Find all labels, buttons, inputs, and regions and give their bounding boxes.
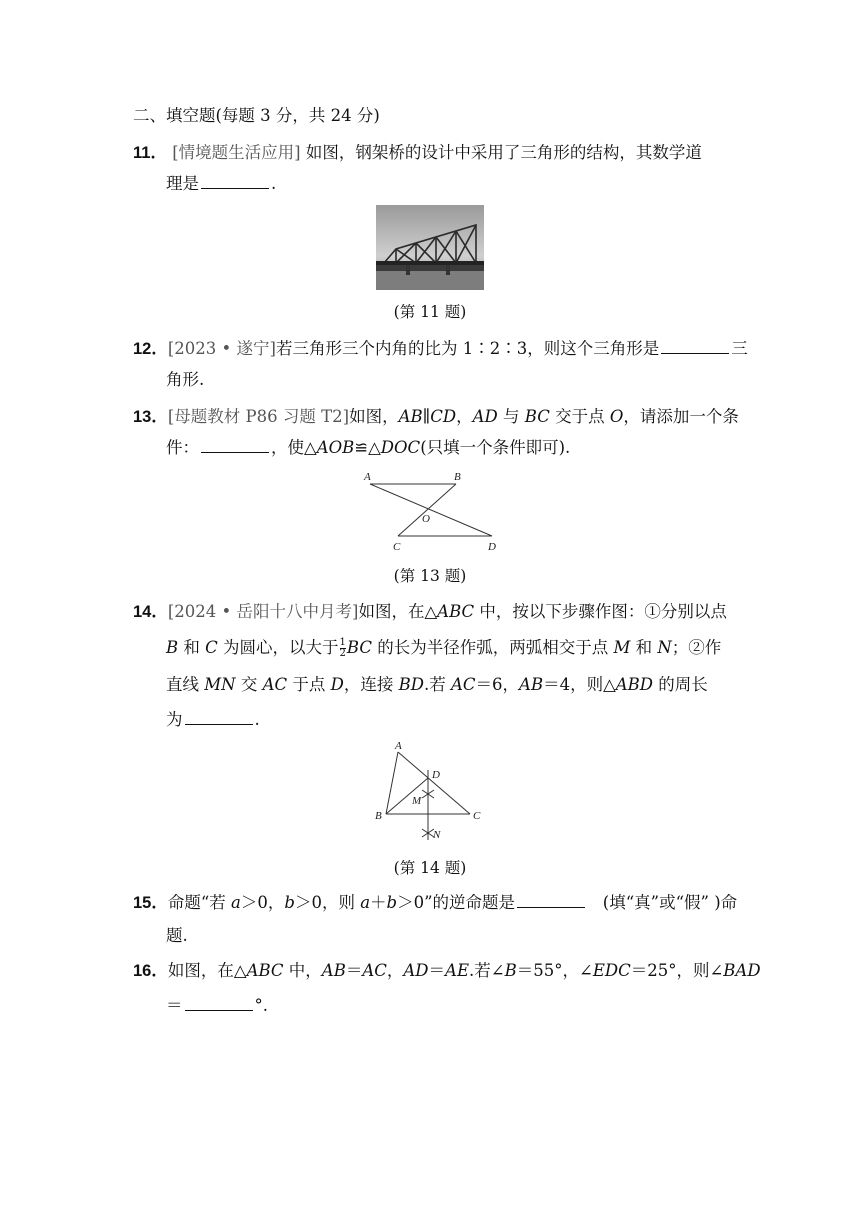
question-15-line1 xyxy=(133,891,737,915)
question-text: 交于点 xyxy=(549,407,610,426)
bridge-photo xyxy=(376,205,484,290)
answer-blank[interactable] xyxy=(201,172,269,189)
question-text: 为圆心，以大于 xyxy=(217,638,339,657)
question-14-line2 xyxy=(166,636,721,660)
answer-blank[interactable] xyxy=(185,708,253,725)
math-text: O xyxy=(609,407,624,426)
math-text: AC xyxy=(262,675,288,694)
segment-bc xyxy=(398,484,456,536)
question-text: 件： xyxy=(166,438,199,457)
segment-ac xyxy=(398,752,470,814)
question-number: 15． xyxy=(133,894,168,912)
math-text: AE xyxy=(445,961,470,980)
math-text: AB xyxy=(321,961,346,980)
point-label-d: D xyxy=(488,541,496,553)
question-number: 13． xyxy=(133,408,168,426)
question-16-line2 xyxy=(166,994,268,1018)
answer-blank[interactable] xyxy=(517,891,585,908)
fraction-numerator: 1 xyxy=(339,637,346,648)
math-text: MN xyxy=(204,675,236,694)
math-text: B xyxy=(166,638,179,657)
math-text: DOC xyxy=(380,438,421,457)
question-number: 12． xyxy=(133,340,168,358)
question-text: ，连接 xyxy=(343,675,399,694)
figure-caption: (第 11 题) xyxy=(393,303,467,321)
figure-caption: (第 14 题) xyxy=(393,859,467,877)
math-text: a xyxy=(360,893,371,912)
question-13-line1 xyxy=(133,405,739,429)
question-text: 三 xyxy=(731,339,748,358)
question-text: 中， xyxy=(283,961,322,980)
question-text: ＞0”的逆命题是 xyxy=(397,893,516,912)
figure-13 xyxy=(360,468,510,562)
question-text: 和 xyxy=(178,638,206,657)
question-text: ＋ xyxy=(370,893,387,912)
question-text: (填“真”或“假” )命 xyxy=(602,893,738,912)
question-text: . xyxy=(271,174,277,193)
question-text: ＝6， xyxy=(475,675,520,694)
question-tag: [母题教材 P86 习题 T2] xyxy=(167,407,350,426)
question-text: ；②作 xyxy=(671,638,722,657)
question-12-line1 xyxy=(133,337,748,361)
point-label-c: C xyxy=(473,810,481,822)
figure-caption: (第 13 题) xyxy=(393,567,467,585)
math-text: ABC xyxy=(246,961,284,980)
point-label-b: B xyxy=(375,810,382,822)
question-11-line2 xyxy=(166,172,276,196)
figure-14 xyxy=(370,736,490,850)
question-text: 为 xyxy=(166,710,183,729)
question-text: ， xyxy=(456,407,473,426)
point-label-m: M xyxy=(412,795,422,807)
math-text: AC xyxy=(362,961,387,980)
question-11-line1 xyxy=(133,141,702,165)
question-text: 若三角形三个内角的比为 1∶2∶3，则这个三角形是 xyxy=(275,339,660,358)
math-text: ABD xyxy=(615,675,654,694)
math-text: ABC xyxy=(437,602,475,621)
question-text: 如图， xyxy=(349,407,399,426)
question-text: ，使△ xyxy=(271,438,317,457)
question-text: 直线 xyxy=(166,675,205,694)
point-label-n: N xyxy=(433,829,441,841)
math-text: C xyxy=(205,638,218,657)
point-label-c: C xyxy=(393,541,401,553)
math-text: BC xyxy=(346,638,372,657)
math-text: BC xyxy=(524,407,550,426)
math-text: AD xyxy=(472,407,498,426)
math-text: EDC xyxy=(592,961,631,980)
fraction-one-half xyxy=(340,638,346,659)
math-text: AOB xyxy=(316,438,355,457)
question-text: 中，按以下步骤作图：①分别以点 xyxy=(474,602,727,621)
question-text: ＝ xyxy=(345,961,363,980)
question-text: ＝ xyxy=(166,996,183,1015)
question-14-line4 xyxy=(166,708,260,732)
question-text: °. xyxy=(254,996,268,1015)
math-text: D xyxy=(330,675,344,694)
question-text: 理是 xyxy=(166,174,199,193)
answer-blank[interactable] xyxy=(201,436,269,453)
question-12-line2: 角形. xyxy=(166,370,205,389)
question-text: . xyxy=(254,710,260,729)
fraction-denominator: 2 xyxy=(339,648,346,659)
question-text: 与 xyxy=(497,407,525,426)
question-text: 于点 xyxy=(287,675,331,694)
question-text: ≌△ xyxy=(354,438,381,457)
question-14-line1 xyxy=(133,600,727,624)
question-text: ， xyxy=(386,961,404,980)
math-text: M xyxy=(613,638,631,657)
question-text: ＝4，则△ xyxy=(543,675,616,694)
math-text: a xyxy=(231,893,241,912)
question-text: .若 xyxy=(423,675,451,694)
question-text: .若∠ xyxy=(469,961,505,980)
question-text: 和 xyxy=(630,638,658,657)
question-text: ，请添加一个条 xyxy=(623,407,739,426)
math-text: N xyxy=(657,638,672,657)
question-text: ＞0， xyxy=(240,893,285,912)
question-number: 16． xyxy=(133,962,168,980)
question-text: (只填一个条件即可). xyxy=(420,438,571,457)
question-text: 命题“若 xyxy=(167,893,232,912)
question-16-line1 xyxy=(133,959,761,983)
point-label-a: A xyxy=(364,471,371,483)
question-15-line2: 题. xyxy=(166,926,188,945)
question-text: 如图，在△ xyxy=(358,602,438,621)
question-text: ＝55°，∠ xyxy=(516,961,593,980)
math-text: B xyxy=(504,961,517,980)
question-text: ＞0，则 xyxy=(294,893,361,912)
answer-blank[interactable] xyxy=(661,337,729,354)
point-label-a: A xyxy=(395,740,402,752)
question-text: ＝ xyxy=(428,961,446,980)
math-text: BD xyxy=(398,675,424,694)
section-header: 二、填空题(每题 3 分，共 24 分) xyxy=(133,106,380,125)
question-text: 如图，钢架桥的设计中采用了三角形的结构，其数学道 xyxy=(305,143,702,162)
point-label-o: O xyxy=(422,513,430,525)
question-text: 的周长 xyxy=(653,675,708,694)
point-label-b: B xyxy=(454,471,461,483)
math-text: b xyxy=(386,893,398,912)
question-tag: [情境题生活应用] xyxy=(172,143,301,162)
question-14-line3 xyxy=(166,673,708,697)
question-text: ＝25°，则∠ xyxy=(630,961,724,980)
question-number: 14． xyxy=(133,603,168,621)
math-text: AB xyxy=(519,675,544,694)
answer-blank[interactable] xyxy=(185,994,253,1011)
question-text: 如图，在△ xyxy=(167,961,247,980)
question-text: 的长为半径作弧，两弧相交于点 xyxy=(371,638,614,657)
question-13-line2 xyxy=(166,436,570,460)
question-tag: [2023 • 遂宁] xyxy=(167,339,276,358)
math-text: AC xyxy=(450,675,476,694)
math-text: b xyxy=(284,893,295,912)
question-text: 交 xyxy=(235,675,263,694)
math-text: BAD xyxy=(723,961,761,980)
point-label-d: D xyxy=(432,769,440,781)
question-tag: [2024 • 岳阳十八中月考] xyxy=(167,602,359,621)
segment-ad xyxy=(370,484,492,536)
math-text: AB∥CD xyxy=(398,407,457,426)
question-number: 11． xyxy=(133,144,167,162)
math-text: AD xyxy=(403,961,429,980)
